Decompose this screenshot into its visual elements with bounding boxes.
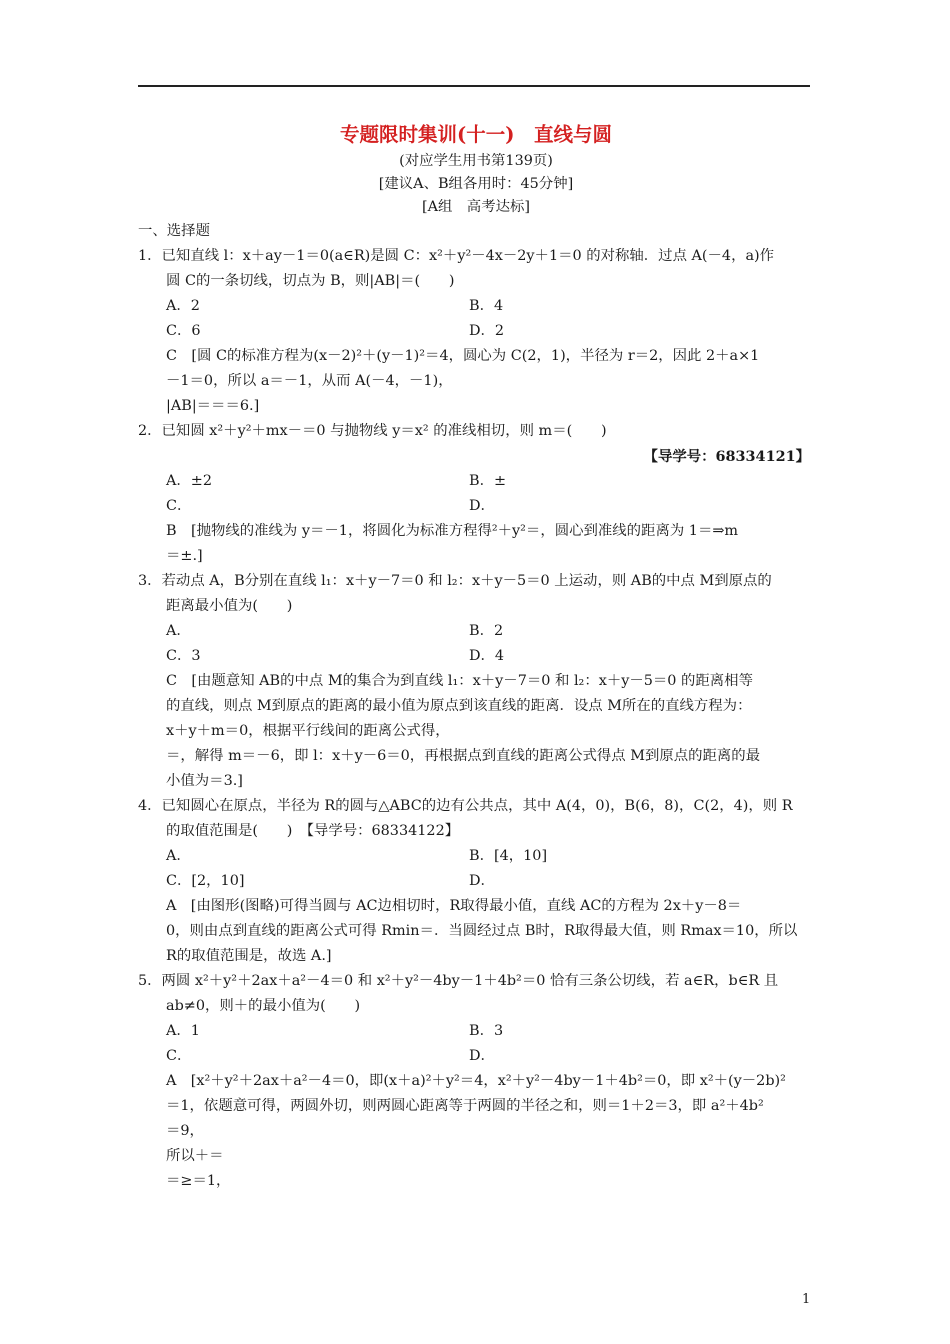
q5-option-b: B．3 xyxy=(469,1023,504,1039)
q1-options-row xyxy=(138,319,814,344)
q3-solution-line: x＋y＋m＝0，根据平行线间的距离公式得， xyxy=(166,723,450,739)
q4-option-c: C．[2，10] xyxy=(166,873,245,889)
q2-options-row xyxy=(138,469,814,494)
q4-options-row xyxy=(138,844,814,869)
q4-solution-line: 0，则由点到直线的距离公式可得 Rmin＝．当圆经过点 B时，R取得最大值，则 Rmax＝10，所以 xyxy=(166,923,798,939)
q1-stem-line: 圆 C的一条切线，切点为 B，则|AB|＝( ) xyxy=(166,273,455,289)
q2-stem-line: 2．已知圆 x²＋y²＋mx－＝0 与抛物线 y＝x² 的准线相切，则 m＝( ) xyxy=(138,423,607,439)
q5-solution-line: ＝≥＝1， xyxy=(166,1173,231,1189)
q3-solution-line: 的直线，则点 M到原点的距离的最小值为原点到该直线的距离．设点 M所在的直线方程为： xyxy=(166,698,752,714)
q1-option-a: A．2 xyxy=(166,298,200,314)
page-title: 专题限时集训(十一) 直线与圆 xyxy=(340,123,612,146)
q3-solution-line: 小值为＝3.] xyxy=(166,773,243,789)
group-heading: [A组 高考达标] xyxy=(422,199,530,215)
q4-options-row xyxy=(138,869,814,894)
top-rule xyxy=(138,85,810,87)
q2-option-d: D． xyxy=(469,498,495,514)
q4-solution-line: R的取值范围是，故选 A.] xyxy=(166,948,332,964)
q5-solution-line: A [x²＋y²＋2ax＋a²－4＝0，即(x＋a)²＋y²＝4，x²＋y²－4by－1＋4b²＝0，即 x²＋(y－2b)² xyxy=(166,1073,786,1089)
q5-stem-line: 5．两圆 x²＋y²＋2ax＋a²－4＝0 和 x²＋y²－4by－1＋4b²＝0 恰有三条公切线，若 a∈R，b∈R 且 xyxy=(138,973,779,989)
q4-option-a: A． xyxy=(166,848,191,864)
document-page xyxy=(138,120,814,1194)
page-number: 1 xyxy=(802,1292,811,1307)
q2-solution-line: B [抛物线的准线为 y＝－1，将圆化为标准方程得²＋y²＝，圆心到准线的距离为 1＝⇒m xyxy=(166,523,739,539)
q4-solution-line: A [由图形(图略)可得当圆与 AC边相切时，R取得最小值，直线 AC的方程为 2x＋y－8＝ xyxy=(166,898,742,914)
q5-solution-line: ＝1，依题意可得，两圆外切，则两圆心距离等于两圆的半径之和，则＝1＋2＝3，即 a²＋4b² xyxy=(166,1098,764,1114)
q3-option-c: C．3 xyxy=(166,648,201,664)
q3-stem-line: 3．若动点 A，B分别在直线 l₁：x＋y－7＝0 和 l₂：x＋y－5＝0 上运动，则 AB的中点 M到原点的 xyxy=(138,573,772,589)
q4-option-b: B．[4，10] xyxy=(469,848,548,864)
q3-options-row xyxy=(138,644,814,669)
subtitle: (对应学生用书第139页) xyxy=(399,153,553,169)
q3-options-row xyxy=(138,619,814,644)
q5-solution-line: 所以＋＝ xyxy=(166,1148,224,1164)
q2-option-c: C． xyxy=(166,498,192,514)
q2-solution-line: ＝±.] xyxy=(166,548,203,564)
q3-solution-line: ＝，解得 m＝－6，即 l：x＋y－6＝0，再根据点到直线的距离公式得点 M到原点的距离的最 xyxy=(166,748,761,764)
q5-option-a: A．1 xyxy=(166,1023,200,1039)
q1-option-c: C．6 xyxy=(166,323,201,339)
q5-option-d: D． xyxy=(469,1048,495,1064)
q5-option-c: C． xyxy=(166,1048,192,1064)
q1-option-b: B．4 xyxy=(469,298,504,314)
q3-solution-line: C [由题意知 AB的中点 M的集合为到直线 l₁：x＋y－7＝0 和 l₂：x＋y－5＝0 的距离相等 xyxy=(166,673,753,689)
q5-solution-line: ＝9， xyxy=(166,1123,204,1139)
q1-stem-line: 1．已知直线 l：x＋ay－1＝0(a∈R)是圆 C：x²＋y²－4x－2y＋1＝0 的对称轴．过点 A(－4，a)作 xyxy=(138,248,775,264)
q2-reference-number: 【导学号：68334121】 xyxy=(643,448,810,465)
q1-options-row xyxy=(138,294,814,319)
q1-solution-line: |AB|＝＝＝6.] xyxy=(166,398,260,414)
q3-option-d: D．4 xyxy=(469,648,505,664)
q4-option-d: D． xyxy=(469,873,495,889)
time-note: [建议A、B组各用时：45分钟] xyxy=(378,176,574,192)
section-heading: 一、选择题 xyxy=(138,223,210,239)
q2-options-row xyxy=(138,494,814,519)
q5-options-row xyxy=(138,1044,814,1069)
q1-solution-line: －1＝0，所以 a＝－1，从而 A(－4，－1)， xyxy=(166,373,453,389)
q5-stem-line: ab≠0，则＋的最小值为( ) xyxy=(166,998,361,1014)
q4-stem-line: 的取值范围是( ) 【导学号：68334122】 xyxy=(166,823,460,839)
q1-option-d: D．2 xyxy=(469,323,505,339)
q1-solution-line: C [圆 C的标准方程为(x－2)²＋(y－1)²＝4，圆心为 C(2，1)，半径为 r＝2，因此 2＋a×1 xyxy=(166,348,760,364)
q2-option-b: B．± xyxy=(469,473,507,489)
q4-stem-line: 4．已知圆心在原点，半径为 R的圆与△ABC的边有公共点，其中 A(4，0)，B(6，8)，C(2，4)，则 R xyxy=(138,798,793,814)
q3-stem-line: 距离最小值为( ) xyxy=(166,598,293,614)
q2-option-a: A．±2 xyxy=(166,473,212,489)
q3-option-a: A． xyxy=(166,623,191,639)
q3-option-b: B．2 xyxy=(469,623,504,639)
q5-options-row xyxy=(138,1019,814,1044)
